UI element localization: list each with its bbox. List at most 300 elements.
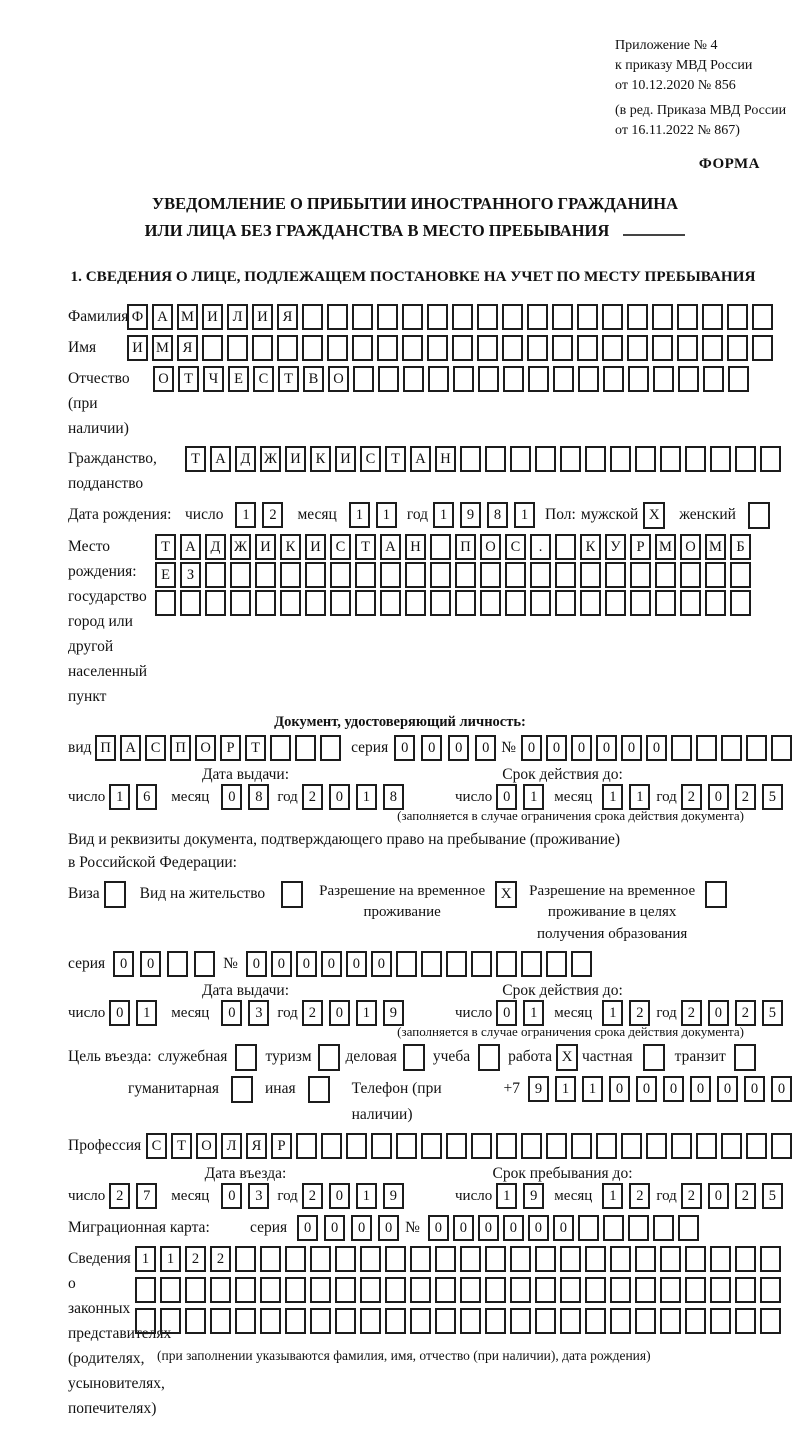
char-cell[interactable] bbox=[705, 562, 726, 588]
char-cell[interactable] bbox=[428, 366, 449, 392]
char-cell[interactable] bbox=[521, 951, 542, 977]
char-cell[interactable]: 1 bbox=[136, 1000, 157, 1026]
char-cell[interactable]: 0 bbox=[663, 1076, 684, 1102]
char-cell[interactable] bbox=[435, 1308, 456, 1334]
char-cell[interactable] bbox=[603, 1215, 624, 1241]
char-cell[interactable] bbox=[230, 562, 251, 588]
char-cell[interactable]: 9 bbox=[528, 1076, 549, 1102]
char-cell[interactable] bbox=[530, 562, 551, 588]
char-cell[interactable]: С bbox=[360, 446, 381, 472]
char-cell[interactable] bbox=[377, 335, 398, 361]
char-cell[interactable]: 3 bbox=[248, 1183, 269, 1209]
char-cell[interactable] bbox=[527, 335, 548, 361]
char-cell[interactable]: Т bbox=[278, 366, 299, 392]
char-cell[interactable]: И bbox=[127, 335, 148, 361]
char-cell[interactable] bbox=[771, 735, 792, 761]
char-cell[interactable] bbox=[578, 366, 599, 392]
char-cell[interactable] bbox=[555, 562, 576, 588]
char-cell[interactable] bbox=[410, 1308, 431, 1334]
char-cell[interactable] bbox=[627, 304, 648, 330]
char-cell[interactable] bbox=[630, 590, 651, 616]
char-cell[interactable]: 0 bbox=[475, 735, 496, 761]
char-cell[interactable] bbox=[677, 335, 698, 361]
char-cell[interactable] bbox=[330, 590, 351, 616]
char-cell[interactable]: 1 bbox=[433, 502, 454, 528]
char-cell[interactable] bbox=[327, 335, 348, 361]
char-cell[interactable]: 0 bbox=[271, 951, 292, 977]
char-cell[interactable] bbox=[430, 562, 451, 588]
char-cell[interactable]: 0 bbox=[528, 1215, 549, 1241]
char-cell[interactable] bbox=[577, 335, 598, 361]
checkbox-other[interactable] bbox=[308, 1076, 330, 1103]
char-cell[interactable] bbox=[310, 1246, 331, 1272]
char-cell[interactable]: Я bbox=[277, 304, 298, 330]
char-cell[interactable] bbox=[285, 1246, 306, 1272]
char-cell[interactable] bbox=[352, 304, 373, 330]
char-cell[interactable]: 2 bbox=[681, 1000, 702, 1026]
char-cell[interactable] bbox=[471, 951, 492, 977]
char-cell[interactable] bbox=[560, 1246, 581, 1272]
checkbox-official[interactable] bbox=[235, 1044, 257, 1071]
char-cell[interactable] bbox=[652, 335, 673, 361]
char-cell[interactable] bbox=[535, 1246, 556, 1272]
char-cell[interactable]: И bbox=[252, 304, 273, 330]
char-cell[interactable] bbox=[505, 562, 526, 588]
char-cell[interactable] bbox=[505, 590, 526, 616]
char-cell[interactable] bbox=[710, 1308, 731, 1334]
char-cell[interactable] bbox=[405, 590, 426, 616]
char-cell[interactable] bbox=[285, 1308, 306, 1334]
char-cell[interactable]: 0 bbox=[571, 735, 592, 761]
char-cell[interactable]: А bbox=[180, 534, 201, 560]
char-cell[interactable]: Т bbox=[185, 446, 206, 472]
char-cell[interactable] bbox=[678, 1215, 699, 1241]
char-cell[interactable]: 0 bbox=[246, 951, 267, 977]
char-cell[interactable] bbox=[210, 1308, 231, 1334]
char-cell[interactable]: 0 bbox=[496, 1000, 517, 1026]
char-cell[interactable]: Р bbox=[630, 534, 651, 560]
char-cell[interactable] bbox=[296, 1133, 317, 1159]
char-cell[interactable]: Л bbox=[221, 1133, 242, 1159]
char-cell[interactable]: И bbox=[305, 534, 326, 560]
char-cell[interactable] bbox=[560, 446, 581, 472]
char-cell[interactable]: 0 bbox=[690, 1076, 711, 1102]
char-cell[interactable]: 8 bbox=[487, 502, 508, 528]
char-cell[interactable] bbox=[710, 1277, 731, 1303]
char-cell[interactable] bbox=[385, 1308, 406, 1334]
char-cell[interactable]: 1 bbox=[376, 502, 397, 528]
char-cell[interactable] bbox=[503, 366, 524, 392]
char-cell[interactable] bbox=[385, 1246, 406, 1272]
char-cell[interactable]: О bbox=[480, 534, 501, 560]
char-cell[interactable]: Д bbox=[235, 446, 256, 472]
char-cell[interactable] bbox=[205, 590, 226, 616]
char-cell[interactable] bbox=[355, 590, 376, 616]
char-cell[interactable]: К bbox=[310, 446, 331, 472]
char-cell[interactable] bbox=[510, 1308, 531, 1334]
char-cell[interactable]: М bbox=[655, 534, 676, 560]
char-cell[interactable] bbox=[453, 366, 474, 392]
char-cell[interactable] bbox=[335, 1308, 356, 1334]
char-cell[interactable] bbox=[480, 562, 501, 588]
char-cell[interactable]: 1 bbox=[514, 502, 535, 528]
char-cell[interactable]: Б bbox=[730, 534, 751, 560]
char-cell[interactable] bbox=[703, 366, 724, 392]
char-cell[interactable] bbox=[235, 1246, 256, 1272]
char-cell[interactable]: 1 bbox=[555, 1076, 576, 1102]
char-cell[interactable] bbox=[455, 590, 476, 616]
char-cell[interactable] bbox=[280, 590, 301, 616]
char-cell[interactable] bbox=[410, 1277, 431, 1303]
char-cell[interactable]: П bbox=[455, 534, 476, 560]
char-cell[interactable] bbox=[660, 1308, 681, 1334]
char-cell[interactable]: 0 bbox=[621, 735, 642, 761]
char-cell[interactable] bbox=[602, 304, 623, 330]
char-cell[interactable] bbox=[310, 1277, 331, 1303]
char-cell[interactable]: Ж bbox=[260, 446, 281, 472]
char-cell[interactable] bbox=[235, 1277, 256, 1303]
char-cell[interactable] bbox=[477, 304, 498, 330]
char-cell[interactable] bbox=[194, 951, 215, 977]
char-cell[interactable] bbox=[605, 562, 626, 588]
char-cell[interactable] bbox=[167, 951, 188, 977]
char-cell[interactable]: О bbox=[680, 534, 701, 560]
char-cell[interactable] bbox=[696, 1133, 717, 1159]
char-cell[interactable] bbox=[260, 1246, 281, 1272]
char-cell[interactable] bbox=[702, 335, 723, 361]
char-cell[interactable]: 0 bbox=[321, 951, 342, 977]
char-cell[interactable]: 2 bbox=[735, 784, 756, 810]
char-cell[interactable]: 3 bbox=[248, 1000, 269, 1026]
char-cell[interactable] bbox=[685, 1246, 706, 1272]
char-cell[interactable] bbox=[630, 562, 651, 588]
char-cell[interactable] bbox=[655, 590, 676, 616]
checkbox-tourism[interactable] bbox=[318, 1044, 340, 1071]
char-cell[interactable]: 0 bbox=[478, 1215, 499, 1241]
char-cell[interactable] bbox=[435, 1277, 456, 1303]
char-cell[interactable] bbox=[555, 590, 576, 616]
char-cell[interactable] bbox=[385, 1277, 406, 1303]
char-cell[interactable] bbox=[280, 562, 301, 588]
char-cell[interactable]: 0 bbox=[596, 735, 617, 761]
char-cell[interactable] bbox=[230, 590, 251, 616]
char-cell[interactable]: Ч bbox=[203, 366, 224, 392]
char-cell[interactable]: М bbox=[705, 534, 726, 560]
char-cell[interactable] bbox=[452, 335, 473, 361]
checkbox-visa[interactable] bbox=[104, 881, 126, 908]
char-cell[interactable] bbox=[727, 304, 748, 330]
char-cell[interactable]: И bbox=[255, 534, 276, 560]
char-cell[interactable] bbox=[578, 1215, 599, 1241]
char-cell[interactable] bbox=[260, 1308, 281, 1334]
char-cell[interactable] bbox=[555, 534, 576, 560]
char-cell[interactable] bbox=[660, 1277, 681, 1303]
char-cell[interactable] bbox=[710, 446, 731, 472]
char-cell[interactable] bbox=[746, 735, 767, 761]
char-cell[interactable] bbox=[680, 590, 701, 616]
char-cell[interactable]: М bbox=[152, 335, 173, 361]
char-cell[interactable] bbox=[635, 1246, 656, 1272]
char-cell[interactable]: Р bbox=[220, 735, 241, 761]
char-cell[interactable]: 5 bbox=[762, 1183, 783, 1209]
char-cell[interactable] bbox=[377, 304, 398, 330]
char-cell[interactable] bbox=[360, 1246, 381, 1272]
char-cell[interactable]: 0 bbox=[448, 735, 469, 761]
char-cell[interactable]: Е bbox=[155, 562, 176, 588]
char-cell[interactable]: Т bbox=[245, 735, 266, 761]
char-cell[interactable] bbox=[460, 446, 481, 472]
char-cell[interactable]: 0 bbox=[708, 1183, 729, 1209]
char-cell[interactable] bbox=[680, 562, 701, 588]
char-cell[interactable]: 0 bbox=[428, 1215, 449, 1241]
char-cell[interactable] bbox=[585, 1277, 606, 1303]
char-cell[interactable] bbox=[585, 1308, 606, 1334]
char-cell[interactable] bbox=[477, 335, 498, 361]
char-cell[interactable] bbox=[610, 1308, 631, 1334]
char-cell[interactable] bbox=[155, 590, 176, 616]
char-cell[interactable]: Я bbox=[177, 335, 198, 361]
char-cell[interactable] bbox=[760, 446, 781, 472]
char-cell[interactable] bbox=[546, 951, 567, 977]
char-cell[interactable]: 1 bbox=[356, 1000, 377, 1026]
char-cell[interactable] bbox=[746, 1133, 767, 1159]
char-cell[interactable] bbox=[378, 366, 399, 392]
char-cell[interactable]: 9 bbox=[460, 502, 481, 528]
char-cell[interactable]: П bbox=[170, 735, 191, 761]
char-cell[interactable] bbox=[685, 1308, 706, 1334]
char-cell[interactable] bbox=[580, 562, 601, 588]
char-cell[interactable] bbox=[421, 1133, 442, 1159]
char-cell[interactable] bbox=[185, 1277, 206, 1303]
char-cell[interactable]: 0 bbox=[109, 1000, 130, 1026]
char-cell[interactable] bbox=[677, 304, 698, 330]
char-cell[interactable] bbox=[585, 446, 606, 472]
char-cell[interactable] bbox=[277, 335, 298, 361]
char-cell[interactable]: 8 bbox=[383, 784, 404, 810]
char-cell[interactable] bbox=[185, 1308, 206, 1334]
char-cell[interactable] bbox=[635, 1308, 656, 1334]
char-cell[interactable] bbox=[396, 1133, 417, 1159]
char-cell[interactable]: 0 bbox=[221, 1000, 242, 1026]
char-cell[interactable]: И bbox=[335, 446, 356, 472]
char-cell[interactable]: С bbox=[146, 1133, 167, 1159]
char-cell[interactable] bbox=[255, 590, 276, 616]
checkbox-temp-residence[interactable]: X bbox=[495, 881, 517, 908]
char-cell[interactable] bbox=[652, 304, 673, 330]
char-cell[interactable] bbox=[528, 366, 549, 392]
checkbox-male[interactable]: X bbox=[643, 502, 665, 529]
char-cell[interactable]: 0 bbox=[646, 735, 667, 761]
char-cell[interactable]: 0 bbox=[351, 1215, 372, 1241]
char-cell[interactable]: У bbox=[605, 534, 626, 560]
char-cell[interactable]: 0 bbox=[496, 784, 517, 810]
char-cell[interactable] bbox=[685, 1277, 706, 1303]
char-cell[interactable] bbox=[730, 562, 751, 588]
char-cell[interactable]: 0 bbox=[346, 951, 367, 977]
char-cell[interactable] bbox=[305, 590, 326, 616]
char-cell[interactable]: Я bbox=[246, 1133, 267, 1159]
char-cell[interactable]: 1 bbox=[109, 784, 130, 810]
char-cell[interactable]: 2 bbox=[629, 1183, 650, 1209]
checkbox-temp-residence-edu[interactable] bbox=[705, 881, 727, 908]
char-cell[interactable] bbox=[585, 1246, 606, 1272]
char-cell[interactable] bbox=[352, 335, 373, 361]
char-cell[interactable] bbox=[596, 1133, 617, 1159]
char-cell[interactable] bbox=[728, 366, 749, 392]
char-cell[interactable] bbox=[305, 562, 326, 588]
char-cell[interactable]: 0 bbox=[329, 784, 350, 810]
char-cell[interactable] bbox=[320, 735, 341, 761]
char-cell[interactable]: О bbox=[328, 366, 349, 392]
char-cell[interactable] bbox=[735, 1308, 756, 1334]
char-cell[interactable] bbox=[752, 335, 773, 361]
char-cell[interactable] bbox=[496, 1133, 517, 1159]
char-cell[interactable] bbox=[380, 562, 401, 588]
char-cell[interactable] bbox=[671, 1133, 692, 1159]
char-cell[interactable]: Р bbox=[271, 1133, 292, 1159]
checkbox-humanitarian[interactable] bbox=[231, 1076, 253, 1103]
char-cell[interactable] bbox=[646, 1133, 667, 1159]
char-cell[interactable] bbox=[735, 1277, 756, 1303]
char-cell[interactable]: 0 bbox=[378, 1215, 399, 1241]
char-cell[interactable]: 5 bbox=[762, 784, 783, 810]
char-cell[interactable]: С bbox=[253, 366, 274, 392]
char-cell[interactable] bbox=[635, 1277, 656, 1303]
char-cell[interactable] bbox=[752, 304, 773, 330]
char-cell[interactable] bbox=[553, 366, 574, 392]
char-cell[interactable] bbox=[660, 1246, 681, 1272]
char-cell[interactable] bbox=[610, 1277, 631, 1303]
char-cell[interactable]: С bbox=[505, 534, 526, 560]
char-cell[interactable] bbox=[471, 1133, 492, 1159]
char-cell[interactable] bbox=[180, 590, 201, 616]
char-cell[interactable] bbox=[535, 446, 556, 472]
char-cell[interactable] bbox=[602, 335, 623, 361]
char-cell[interactable]: 0 bbox=[503, 1215, 524, 1241]
char-cell[interactable] bbox=[478, 366, 499, 392]
char-cell[interactable] bbox=[327, 304, 348, 330]
char-cell[interactable] bbox=[355, 562, 376, 588]
checkbox-work[interactable]: X bbox=[556, 1044, 578, 1071]
char-cell[interactable]: Н bbox=[405, 534, 426, 560]
char-cell[interactable]: О bbox=[153, 366, 174, 392]
char-cell[interactable] bbox=[295, 735, 316, 761]
char-cell[interactable] bbox=[396, 951, 417, 977]
char-cell[interactable] bbox=[552, 304, 573, 330]
char-cell[interactable] bbox=[430, 590, 451, 616]
char-cell[interactable] bbox=[460, 1246, 481, 1272]
char-cell[interactable]: А bbox=[120, 735, 141, 761]
char-cell[interactable] bbox=[771, 1133, 792, 1159]
char-cell[interactable] bbox=[571, 951, 592, 977]
char-cell[interactable]: 0 bbox=[221, 1183, 242, 1209]
char-cell[interactable] bbox=[460, 1308, 481, 1334]
char-cell[interactable]: 0 bbox=[453, 1215, 474, 1241]
char-cell[interactable] bbox=[227, 335, 248, 361]
char-cell[interactable] bbox=[330, 562, 351, 588]
char-cell[interactable] bbox=[302, 335, 323, 361]
char-cell[interactable]: 1 bbox=[356, 1183, 377, 1209]
char-cell[interactable]: 0 bbox=[744, 1076, 765, 1102]
char-cell[interactable]: К bbox=[280, 534, 301, 560]
char-cell[interactable]: 0 bbox=[221, 784, 242, 810]
char-cell[interactable] bbox=[135, 1277, 156, 1303]
char-cell[interactable]: 1 bbox=[135, 1246, 156, 1272]
char-cell[interactable] bbox=[535, 1277, 556, 1303]
char-cell[interactable] bbox=[727, 335, 748, 361]
char-cell[interactable]: 2 bbox=[302, 1183, 323, 1209]
char-cell[interactable] bbox=[446, 951, 467, 977]
char-cell[interactable]: 5 bbox=[762, 1000, 783, 1026]
char-cell[interactable] bbox=[435, 1246, 456, 1272]
char-cell[interactable] bbox=[270, 735, 291, 761]
char-cell[interactable] bbox=[530, 590, 551, 616]
char-cell[interactable]: 0 bbox=[371, 951, 392, 977]
char-cell[interactable] bbox=[653, 366, 674, 392]
char-cell[interactable] bbox=[252, 335, 273, 361]
char-cell[interactable] bbox=[603, 366, 624, 392]
char-cell[interactable]: 0 bbox=[717, 1076, 738, 1102]
char-cell[interactable] bbox=[502, 304, 523, 330]
char-cell[interactable]: 1 bbox=[235, 502, 256, 528]
char-cell[interactable] bbox=[621, 1133, 642, 1159]
char-cell[interactable] bbox=[360, 1277, 381, 1303]
char-cell[interactable] bbox=[535, 1308, 556, 1334]
char-cell[interactable] bbox=[702, 304, 723, 330]
char-cell[interactable]: 0 bbox=[609, 1076, 630, 1102]
char-cell[interactable] bbox=[685, 446, 706, 472]
char-cell[interactable]: 9 bbox=[383, 1000, 404, 1026]
char-cell[interactable] bbox=[455, 562, 476, 588]
char-cell[interactable] bbox=[521, 1133, 542, 1159]
char-cell[interactable] bbox=[430, 534, 451, 560]
char-cell[interactable] bbox=[427, 304, 448, 330]
char-cell[interactable] bbox=[485, 1277, 506, 1303]
char-cell[interactable]: 0 bbox=[297, 1215, 318, 1241]
char-cell[interactable]: Д bbox=[205, 534, 226, 560]
char-cell[interactable] bbox=[735, 1246, 756, 1272]
char-cell[interactable] bbox=[721, 735, 742, 761]
char-cell[interactable] bbox=[321, 1133, 342, 1159]
char-cell[interactable]: А bbox=[210, 446, 231, 472]
checkbox-residence-permit[interactable] bbox=[281, 881, 303, 908]
char-cell[interactable] bbox=[655, 562, 676, 588]
char-cell[interactable] bbox=[480, 590, 501, 616]
char-cell[interactable]: Т bbox=[355, 534, 376, 560]
char-cell[interactable] bbox=[302, 304, 323, 330]
char-cell[interactable] bbox=[760, 1277, 781, 1303]
char-cell[interactable] bbox=[635, 446, 656, 472]
char-cell[interactable] bbox=[346, 1133, 367, 1159]
char-cell[interactable] bbox=[452, 304, 473, 330]
checkbox-female[interactable] bbox=[748, 502, 770, 529]
char-cell[interactable] bbox=[730, 590, 751, 616]
char-cell[interactable]: 2 bbox=[302, 1000, 323, 1026]
char-cell[interactable] bbox=[260, 1277, 281, 1303]
char-cell[interactable]: П bbox=[95, 735, 116, 761]
char-cell[interactable] bbox=[427, 335, 448, 361]
char-cell[interactable] bbox=[460, 1277, 481, 1303]
char-cell[interactable] bbox=[353, 366, 374, 392]
char-cell[interactable] bbox=[410, 1246, 431, 1272]
char-cell[interactable] bbox=[371, 1133, 392, 1159]
char-cell[interactable] bbox=[721, 1133, 742, 1159]
char-cell[interactable] bbox=[380, 590, 401, 616]
char-cell[interactable] bbox=[510, 1246, 531, 1272]
char-cell[interactable]: М bbox=[177, 304, 198, 330]
char-cell[interactable]: 0 bbox=[140, 951, 161, 977]
char-cell[interactable] bbox=[405, 562, 426, 588]
